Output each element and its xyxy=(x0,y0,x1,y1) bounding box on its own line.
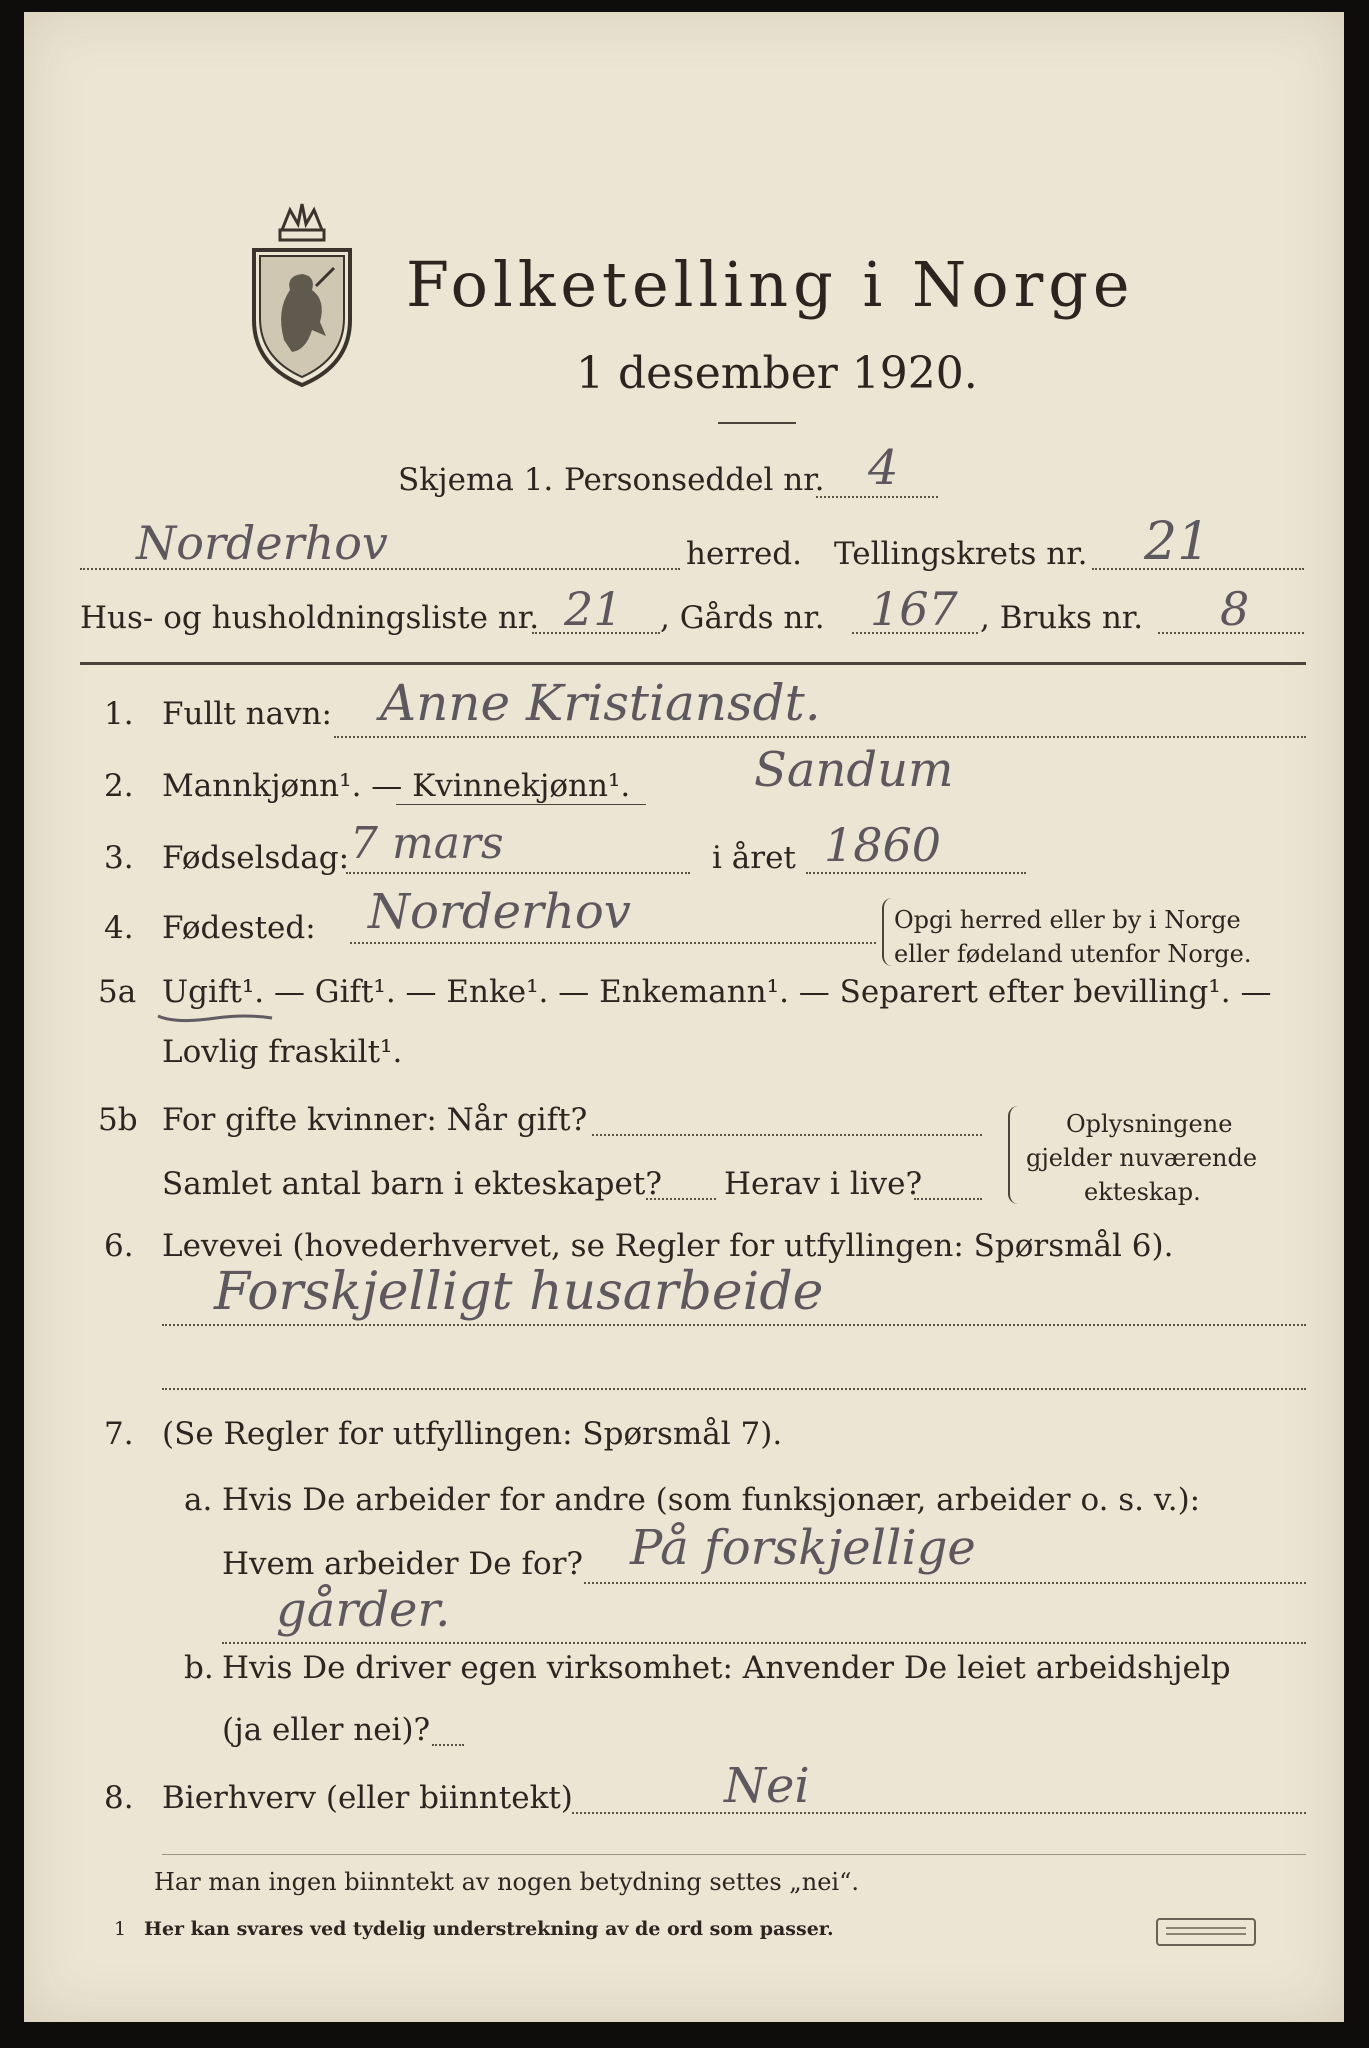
q4-birthplace-value[interactable]: Norderhov xyxy=(368,884,631,940)
q5b-when-married-field-line xyxy=(592,1134,982,1136)
q5b-number: 5b xyxy=(98,1102,138,1138)
q3-year-label: i året xyxy=(712,840,796,876)
q3-number: 3. xyxy=(104,840,134,876)
q7b-own-business-label: Hvis De driver egen virksomhet: Anvender De leiet arbeidshjelp xyxy=(222,1650,1231,1686)
q1-full-name-value-continued[interactable]: Sandum xyxy=(754,742,954,798)
q5b-note-brace xyxy=(1008,1106,1018,1204)
q7-number: 7. xyxy=(104,1416,134,1452)
q5b-when-married-label: For gifte kvinner: Når gift? xyxy=(162,1102,588,1138)
q5b-note-line3: ekteskap. xyxy=(1084,1178,1201,1206)
q7b-field-line xyxy=(432,1744,464,1746)
q1-number: 1. xyxy=(104,696,134,732)
q3-year-value[interactable]: 1860 xyxy=(824,818,942,872)
printer-stamp xyxy=(1156,1918,1256,1946)
q5b-note-line1: Oplysningene xyxy=(1066,1110,1233,1138)
title-divider xyxy=(718,422,796,424)
tellingskrets-label: Tellingskrets nr. xyxy=(834,536,1088,572)
gards-value[interactable]: 167 xyxy=(870,582,958,636)
q8-side-income-value[interactable]: Nei xyxy=(724,1758,810,1814)
footnote-text: Her kan svares ved tydelig understrekning av de ord som passer. xyxy=(144,1918,834,1940)
q6-number: 6. xyxy=(104,1228,134,1264)
q5a-marital-status-label: Ugift¹. — Gift¹. — Enke¹. — Enkemann¹. — Separert efter bevilling¹. — xyxy=(162,974,1272,1010)
gards-label: , Gårds nr. xyxy=(660,600,825,636)
q7b-yes-no-label: (ja eller nei)? xyxy=(222,1712,431,1748)
q7a-employer-value[interactable]: På forskjellige xyxy=(630,1520,976,1576)
q2-kvinnekjonn-underline xyxy=(396,804,646,805)
personseddel-field-line xyxy=(816,496,938,498)
q8-number: 8. xyxy=(104,1780,134,1816)
q1-full-name-label: Fullt navn: xyxy=(162,696,332,732)
q6-field-line-2 xyxy=(162,1388,1306,1390)
q7a-employer-label: Hvem arbeider De for? xyxy=(222,1546,584,1582)
personseddel-value[interactable]: 4 xyxy=(868,440,899,496)
q7b-letter: b. xyxy=(184,1650,214,1686)
q4-birthplace-label: Fødested: xyxy=(162,910,316,946)
q7-label: (Se Regler for utfyllingen: Spørsmål 7). xyxy=(162,1416,783,1452)
q7a-employer-question-label: Hvis De arbeider for andre (som funksjonær, arbeider o. s. v.): xyxy=(222,1482,1201,1518)
q3-birthday-field-line xyxy=(346,872,690,874)
q6-occupation-value[interactable]: Forskjelligt husarbeide xyxy=(214,1262,824,1322)
q6-field-line-1 xyxy=(162,1324,1306,1326)
q8-field-line xyxy=(572,1812,1306,1814)
q6-occupation-label: Levevei (hovederhvervet, se Regler for utfyllingen: Spørsmål 6). xyxy=(162,1228,1174,1264)
husholdningsliste-label: Hus- og husholdningsliste nr. xyxy=(80,600,540,636)
husholdningsliste-value[interactable]: 21 xyxy=(564,582,623,636)
q4-note-line1: Opgi herred eller by i Norge xyxy=(894,906,1241,934)
herred-label: herred. xyxy=(686,536,802,572)
q2-gender-label: Mannkjønn¹. — Kvinnekjønn¹. xyxy=(162,768,631,804)
bruks-value[interactable]: 8 xyxy=(1220,582,1250,636)
q5a-marital-status-label-continued: Lovlig fraskilt¹. xyxy=(162,1034,403,1070)
q7a-letter: a. xyxy=(184,1482,213,1518)
notes-separator xyxy=(162,1854,1306,1855)
q5b-note-line2: gjelder nuværende xyxy=(1026,1144,1258,1172)
q5a-number: 5a xyxy=(98,974,137,1010)
q3-birthday-value[interactable]: 7 mars xyxy=(350,818,504,869)
no-income-note: Har man ingen biinntekt av nogen betydning settes „nei“. xyxy=(154,1868,859,1896)
q5b-children-alive-field-line xyxy=(914,1198,982,1200)
q4-birthplace-field-line xyxy=(350,942,876,944)
norway-coat-of-arms-icon xyxy=(246,190,358,390)
q7a-field-line-1 xyxy=(584,1582,1306,1584)
q1-field-line xyxy=(334,736,1306,738)
q3-birthday-label: Fødselsdag: xyxy=(162,840,350,876)
q5a-ugift-underline-mark xyxy=(156,1006,276,1026)
q4-number: 4. xyxy=(104,910,134,946)
q5b-children-total-field-line xyxy=(646,1198,716,1200)
q7a-field-line-2 xyxy=(222,1642,1306,1644)
form-title: Folketelling i Norge xyxy=(406,248,1135,321)
herred-value[interactable]: Norderhov xyxy=(136,516,388,570)
q7a-employer-value-continued[interactable]: gårder. xyxy=(276,1582,451,1638)
q5b-children-alive-label: Herav i live? xyxy=(724,1166,923,1202)
bruks-label: , Bruks nr. xyxy=(980,600,1144,636)
personseddel-label: Personseddel nr. xyxy=(564,462,825,498)
footnote-marker: 1 xyxy=(114,1918,127,1940)
schema-label: Skjema 1. xyxy=(398,462,554,498)
q1-full-name-value[interactable]: Anne Kristiansdt. xyxy=(380,674,821,732)
census-form-sheet xyxy=(24,12,1344,2022)
q4-note-brace xyxy=(882,898,892,966)
q3-year-field-line xyxy=(806,872,1026,874)
q5b-children-total-label: Samlet antal barn i ekteskapet? xyxy=(162,1166,662,1202)
q8-side-income-label: Bierhverv (eller biinntekt) xyxy=(162,1780,573,1816)
tellingskrets-value[interactable]: 21 xyxy=(1144,512,1211,572)
q2-number: 2. xyxy=(104,768,134,804)
header-separator xyxy=(80,662,1306,665)
q4-note-line2: eller fødeland utenfor Norge. xyxy=(894,940,1252,968)
census-date: 1 desember 1920. xyxy=(576,348,978,399)
